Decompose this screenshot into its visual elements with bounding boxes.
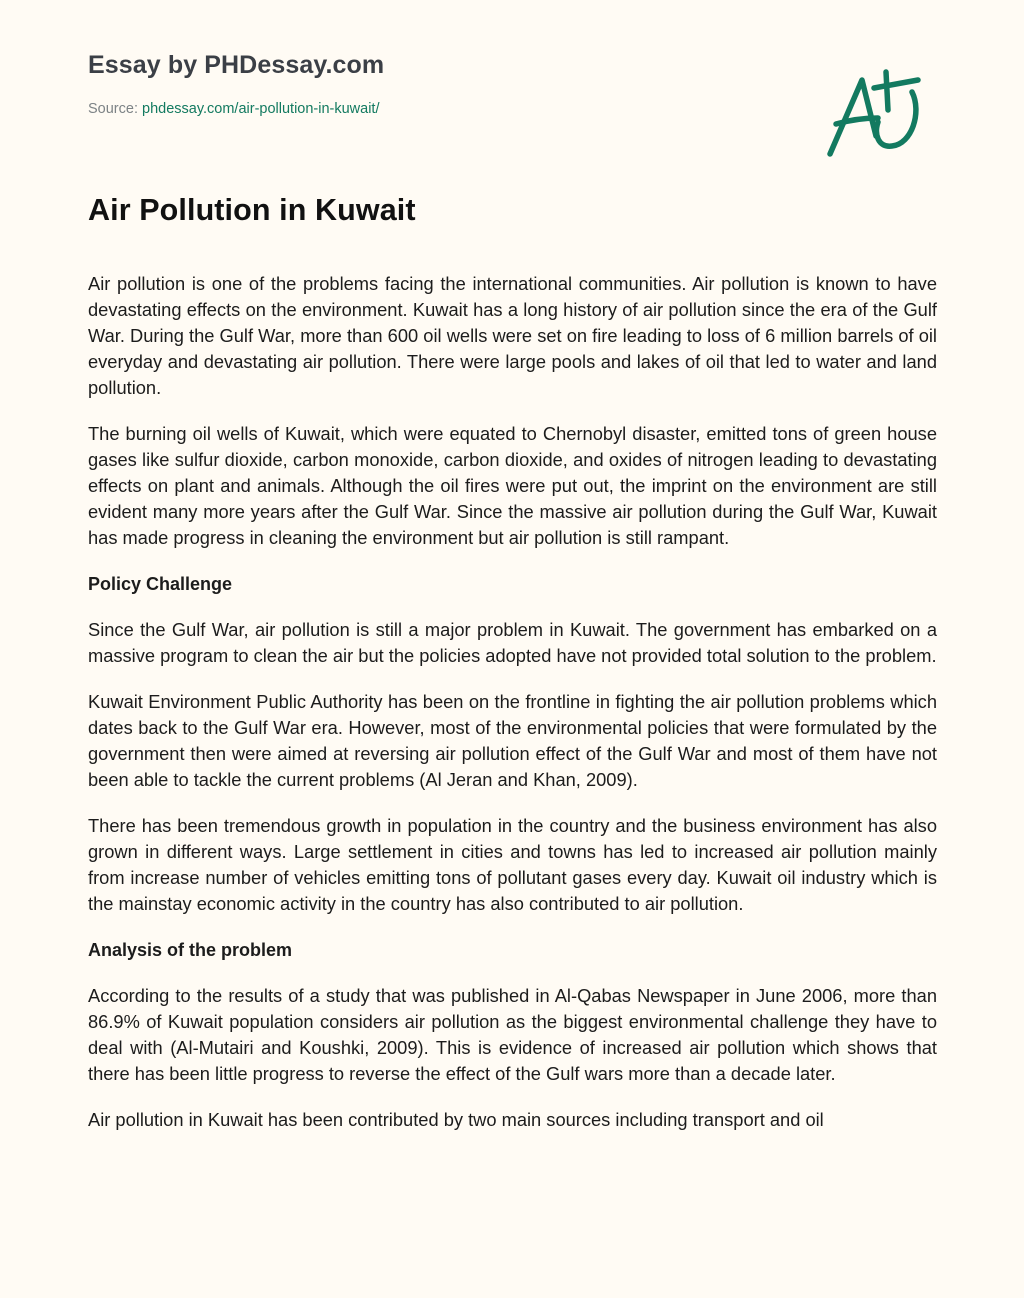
paragraph: Air pollution in Kuwait has been contributed by two main sources including transport and oil	[88, 1109, 824, 1130]
paragraph: The burning oil wells of Kuwait, which were equated to Chernobyl disaster, emitted tons of green house gases like sulfur dioxide, carbon monoxide, carbon dioxide, and oxides of nitrogen leading to devastating effects on plant and animals. Although the oil fires were put out, the imprint on the environment are still evident many more years after the Gulf War. Since the massive air pollution during the Gulf War, Kuwait has made progress in cleaning the environment but air pollution is still rampant.	[88, 423, 937, 548]
source-link[interactable]: phdessay.com/air-pollution-in-kuwait/	[142, 101, 380, 117]
a-plus-grade-icon	[822, 62, 932, 162]
paragraph: Since the Gulf War, air pollution is still a major problem in Kuwait. The government has embarked on a massive program to clean the air but the policies adopted have not provided total solution to the problem.	[88, 619, 937, 666]
paragraph: According to the results of a study that was published in Al-Qabas Newspaper in June 2006, more than 86.9% of Kuwait population considers air pollution as the biggest environmental challenge they have to deal with (Al-Mutairi and Koushki, 2009). This is evidence of increased air pollution which shows that there has been little progress to reverse the effect of the Gulf wars more than a decade later.	[88, 985, 937, 1084]
section-heading: Analysis of the problem	[88, 940, 293, 960]
site-brand: Essay by PHDessay.com	[88, 51, 385, 79]
article-title: Air Pollution in Kuwait	[88, 193, 416, 227]
paragraph: Kuwait Environment Public Authority has been on the frontline in fighting the air pollution problems which dates back to the Gulf War era. However, most of the environmental policies that were formulated by the government then were aimed at reversing air pollution effect of the Gulf War and most of them have not been able to tackle the current problems (Al Jeran and Khan, 2009).	[88, 691, 937, 790]
article-body	[88, 271, 937, 1153]
paragraph: Air pollution is one of the problems facing the international communities. Air pollution is known to have devastating effects on the environment. Kuwait has a long history of air pollution since the era of the Gulf War. During the Gulf War, more than 600 oil wells were set on fire leading to loss of 6 million barrels of oil everyday and devastating air pollution. There were large pools and lakes of oil that led to water and land pollution.	[88, 273, 937, 398]
source-line	[88, 99, 788, 119]
source-label: Source:	[88, 101, 138, 117]
site-header	[88, 48, 788, 119]
paragraph: There has been tremendous growth in population in the country and the business environment has also grown in different ways. Large settlement in cities and towns has led to increased air pollution mainly from increase number of vehicles emitting tons of pollutant gases every day. Kuwait oil industry which is the mainstay economic activity in the country has also contributed to air pollution.	[88, 815, 937, 914]
section-heading: Policy Challenge	[88, 574, 233, 594]
